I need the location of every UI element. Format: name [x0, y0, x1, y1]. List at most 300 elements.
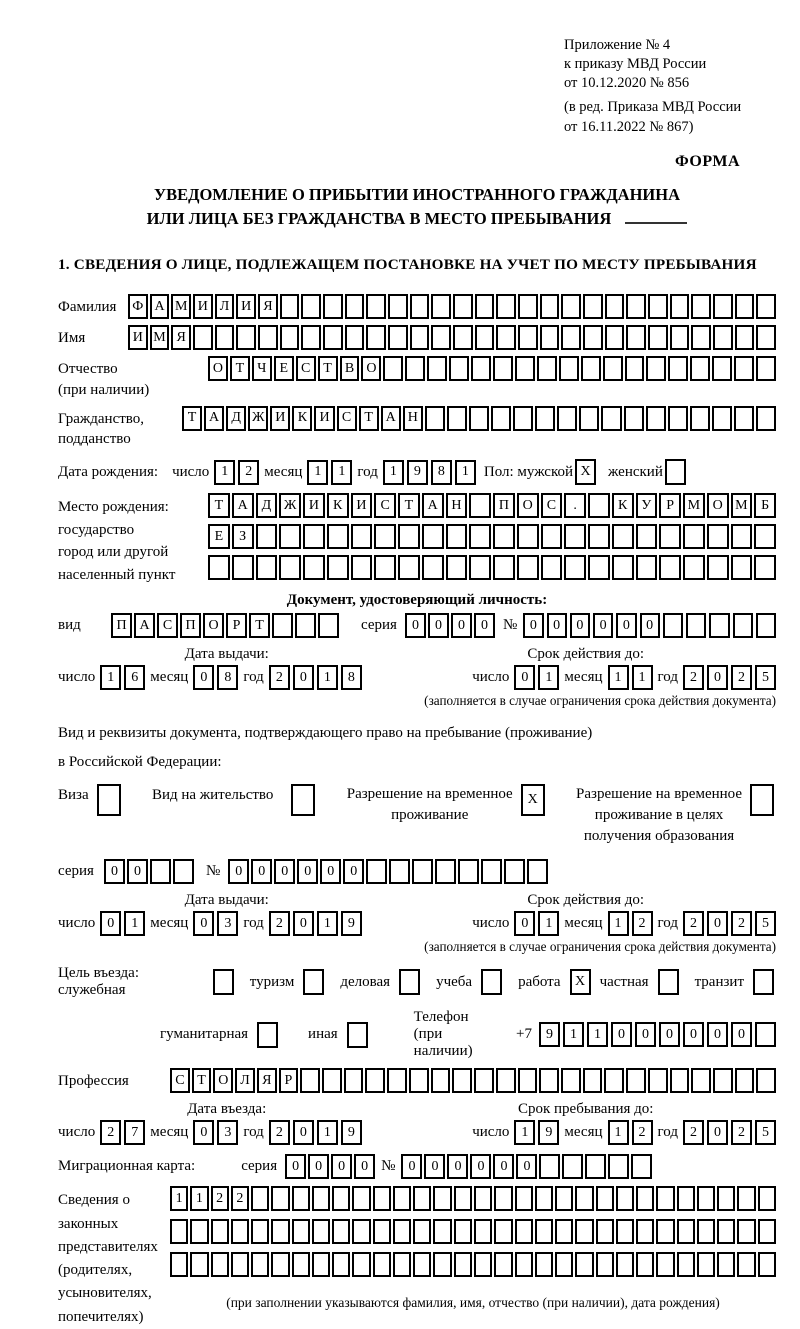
- char-cell[interactable]: [493, 524, 515, 549]
- char-cell[interactable]: И: [270, 406, 290, 431]
- char-cell[interactable]: 0: [447, 1154, 468, 1179]
- char-cell[interactable]: [413, 1219, 431, 1244]
- char-cell[interactable]: [758, 1219, 776, 1244]
- char-cell[interactable]: [535, 1252, 553, 1277]
- char-cell[interactable]: 2: [269, 1120, 290, 1145]
- char-cell[interactable]: [345, 325, 365, 350]
- char-cell[interactable]: [636, 1186, 654, 1211]
- char-cell[interactable]: С: [170, 1068, 190, 1093]
- purpose-humanitarian-checkbox[interactable]: [257, 1022, 278, 1048]
- char-cell[interactable]: 1: [317, 665, 338, 690]
- char-cell[interactable]: [469, 524, 491, 549]
- char-cell[interactable]: [588, 555, 610, 580]
- char-cell[interactable]: Л: [215, 294, 235, 319]
- stay-until-year-input[interactable]: [683, 1120, 776, 1145]
- char-cell[interactable]: [564, 524, 586, 549]
- issue-day-input[interactable]: [100, 665, 145, 690]
- char-cell[interactable]: 0: [707, 911, 728, 936]
- char-cell[interactable]: 0: [401, 1154, 422, 1179]
- char-cell[interactable]: Д: [256, 493, 278, 518]
- char-cell[interactable]: [612, 524, 634, 549]
- char-cell[interactable]: [539, 1154, 560, 1179]
- char-cell[interactable]: 1: [317, 1120, 338, 1145]
- char-cell[interactable]: С: [374, 493, 396, 518]
- char-cell[interactable]: [496, 294, 516, 319]
- char-cell[interactable]: [625, 356, 645, 381]
- char-cell[interactable]: 9: [538, 1120, 559, 1145]
- char-cell[interactable]: К: [612, 493, 634, 518]
- char-cell[interactable]: [279, 555, 301, 580]
- char-cell[interactable]: [583, 294, 603, 319]
- char-cell[interactable]: Я: [257, 1068, 277, 1093]
- issue-month-input[interactable]: [193, 665, 238, 690]
- char-cell[interactable]: [691, 325, 711, 350]
- char-cell[interactable]: Б: [754, 493, 776, 518]
- char-cell[interactable]: 2: [731, 911, 752, 936]
- char-cell[interactable]: [636, 555, 658, 580]
- stay-issue-day-input[interactable]: [100, 911, 145, 936]
- char-cell[interactable]: [422, 524, 444, 549]
- char-cell[interactable]: [215, 325, 235, 350]
- char-cell[interactable]: [626, 325, 646, 350]
- char-cell[interactable]: М: [731, 493, 753, 518]
- char-cell[interactable]: [616, 1186, 634, 1211]
- stay-issue-month-input[interactable]: [193, 911, 238, 936]
- char-cell[interactable]: 0: [683, 1022, 704, 1047]
- char-cell[interactable]: [323, 325, 343, 350]
- temp-residence-checkbox[interactable]: X: [521, 784, 545, 816]
- char-cell[interactable]: 0: [100, 911, 121, 936]
- char-cell[interactable]: [312, 1186, 330, 1211]
- migration-series-input[interactable]: [285, 1154, 375, 1179]
- char-cell[interactable]: [601, 406, 621, 431]
- stay-series-input[interactable]: [104, 859, 194, 884]
- char-cell[interactable]: 1: [608, 911, 629, 936]
- char-cell[interactable]: [449, 356, 469, 381]
- char-cell[interactable]: [469, 555, 491, 580]
- char-cell[interactable]: 5: [755, 911, 776, 936]
- char-cell[interactable]: [173, 859, 194, 884]
- char-cell[interactable]: 0: [293, 1120, 314, 1145]
- char-cell[interactable]: [190, 1252, 208, 1277]
- char-cell[interactable]: 0: [659, 1022, 680, 1047]
- char-cell[interactable]: [540, 325, 560, 350]
- char-cell[interactable]: 0: [493, 1154, 514, 1179]
- char-cell[interactable]: [251, 1252, 269, 1277]
- char-cell[interactable]: О: [361, 356, 381, 381]
- char-cell[interactable]: Р: [226, 613, 247, 638]
- char-cell[interactable]: [327, 524, 349, 549]
- char-cell[interactable]: И: [351, 493, 373, 518]
- char-cell[interactable]: [626, 1068, 646, 1093]
- representatives-input-line2[interactable]: [170, 1219, 776, 1244]
- char-cell[interactable]: [670, 294, 690, 319]
- char-cell[interactable]: [616, 1252, 634, 1277]
- char-cell[interactable]: [758, 1252, 776, 1277]
- char-cell[interactable]: [251, 1186, 269, 1211]
- char-cell[interactable]: [540, 294, 560, 319]
- char-cell[interactable]: [413, 1186, 431, 1211]
- char-cell[interactable]: [494, 1186, 512, 1211]
- char-cell[interactable]: [754, 555, 776, 580]
- char-cell[interactable]: 0: [616, 613, 636, 638]
- char-cell[interactable]: [755, 1022, 776, 1047]
- char-cell[interactable]: [758, 1186, 776, 1211]
- char-cell[interactable]: Я: [171, 325, 191, 350]
- char-cell[interactable]: 0: [523, 613, 543, 638]
- char-cell[interactable]: [659, 524, 681, 549]
- char-cell[interactable]: [515, 1219, 533, 1244]
- char-cell[interactable]: [513, 406, 533, 431]
- char-cell[interactable]: 1: [214, 460, 235, 485]
- char-cell[interactable]: [713, 325, 733, 350]
- char-cell[interactable]: 0: [354, 1154, 375, 1179]
- stay-valid-year-input[interactable]: [683, 911, 776, 936]
- char-cell[interactable]: [562, 1154, 583, 1179]
- char-cell[interactable]: П: [180, 613, 201, 638]
- char-cell[interactable]: [557, 406, 577, 431]
- char-cell[interactable]: [292, 1186, 310, 1211]
- char-cell[interactable]: А: [232, 493, 254, 518]
- char-cell[interactable]: [756, 613, 776, 638]
- char-cell[interactable]: 0: [193, 1120, 214, 1145]
- birthplace-input-line2[interactable]: [208, 524, 776, 549]
- gender-female-checkbox[interactable]: [665, 459, 686, 485]
- char-cell[interactable]: И: [236, 294, 256, 319]
- char-cell[interactable]: [271, 1219, 289, 1244]
- char-cell[interactable]: 1: [331, 460, 352, 485]
- char-cell[interactable]: У: [636, 493, 658, 518]
- char-cell[interactable]: 1: [190, 1186, 208, 1211]
- char-cell[interactable]: [301, 294, 321, 319]
- char-cell[interactable]: 0: [514, 911, 535, 936]
- char-cell[interactable]: [454, 1186, 472, 1211]
- char-cell[interactable]: 1: [608, 1120, 629, 1145]
- char-cell[interactable]: 0: [731, 1022, 752, 1047]
- char-cell[interactable]: [388, 325, 408, 350]
- char-cell[interactable]: [555, 1186, 573, 1211]
- char-cell[interactable]: Т: [398, 493, 420, 518]
- char-cell[interactable]: [458, 859, 479, 884]
- char-cell[interactable]: [452, 1068, 472, 1093]
- char-cell[interactable]: [603, 356, 623, 381]
- char-cell[interactable]: [312, 1252, 330, 1277]
- purpose-transit-checkbox[interactable]: [753, 969, 774, 995]
- char-cell[interactable]: [365, 1068, 385, 1093]
- char-cell[interactable]: [303, 555, 325, 580]
- char-cell[interactable]: [731, 524, 753, 549]
- char-cell[interactable]: 0: [228, 859, 249, 884]
- char-cell[interactable]: 2: [632, 1120, 653, 1145]
- char-cell[interactable]: 0: [343, 859, 364, 884]
- char-cell[interactable]: [756, 356, 776, 381]
- char-cell[interactable]: 0: [331, 1154, 352, 1179]
- char-cell[interactable]: [677, 1186, 695, 1211]
- char-cell[interactable]: 6: [124, 665, 145, 690]
- char-cell[interactable]: 0: [193, 665, 214, 690]
- char-cell[interactable]: 0: [707, 1120, 728, 1145]
- char-cell[interactable]: 1: [124, 911, 145, 936]
- char-cell[interactable]: 0: [611, 1022, 632, 1047]
- char-cell[interactable]: 0: [104, 859, 125, 884]
- char-cell[interactable]: [583, 1068, 603, 1093]
- char-cell[interactable]: .: [564, 493, 586, 518]
- char-cell[interactable]: [374, 555, 396, 580]
- char-cell[interactable]: [494, 1219, 512, 1244]
- gender-male-checkbox[interactable]: X: [575, 459, 596, 485]
- char-cell[interactable]: 2: [100, 1120, 121, 1145]
- char-cell[interactable]: [712, 356, 732, 381]
- char-cell[interactable]: 0: [320, 859, 341, 884]
- char-cell[interactable]: [322, 1068, 342, 1093]
- char-cell[interactable]: [515, 1186, 533, 1211]
- char-cell[interactable]: Л: [235, 1068, 255, 1093]
- char-cell[interactable]: О: [213, 1068, 233, 1093]
- representatives-input-line1[interactable]: [170, 1186, 776, 1211]
- char-cell[interactable]: [256, 524, 278, 549]
- char-cell[interactable]: [656, 1186, 674, 1211]
- char-cell[interactable]: 1: [383, 460, 404, 485]
- char-cell[interactable]: 8: [217, 665, 238, 690]
- char-cell[interactable]: [170, 1219, 188, 1244]
- char-cell[interactable]: [373, 1219, 391, 1244]
- issue-year-input[interactable]: [269, 665, 362, 690]
- char-cell[interactable]: [683, 555, 705, 580]
- char-cell[interactable]: [474, 1068, 494, 1093]
- char-cell[interactable]: [541, 555, 563, 580]
- char-cell[interactable]: И: [193, 294, 213, 319]
- char-cell[interactable]: [535, 1219, 553, 1244]
- char-cell[interactable]: [496, 325, 516, 350]
- char-cell[interactable]: [431, 325, 451, 350]
- char-cell[interactable]: [713, 1068, 733, 1093]
- char-cell[interactable]: О: [707, 493, 729, 518]
- char-cell[interactable]: 2: [731, 1120, 752, 1145]
- char-cell[interactable]: 5: [755, 665, 776, 690]
- char-cell[interactable]: [474, 1186, 492, 1211]
- char-cell[interactable]: 0: [635, 1022, 656, 1047]
- char-cell[interactable]: [518, 1068, 538, 1093]
- purpose-private-checkbox[interactable]: [658, 969, 679, 995]
- char-cell[interactable]: [236, 325, 256, 350]
- purpose-study-checkbox[interactable]: [481, 969, 502, 995]
- char-cell[interactable]: 1: [538, 665, 559, 690]
- char-cell[interactable]: [295, 613, 316, 638]
- char-cell[interactable]: 0: [405, 613, 426, 638]
- char-cell[interactable]: [713, 294, 733, 319]
- char-cell[interactable]: [412, 859, 433, 884]
- char-cell[interactable]: [515, 356, 535, 381]
- char-cell[interactable]: [398, 555, 420, 580]
- char-cell[interactable]: [373, 1186, 391, 1211]
- char-cell[interactable]: Т: [192, 1068, 212, 1093]
- char-cell[interactable]: [527, 859, 548, 884]
- purpose-tourism-checkbox[interactable]: [303, 969, 324, 995]
- char-cell[interactable]: 2: [731, 665, 752, 690]
- doc-number-input[interactable]: [523, 613, 776, 638]
- char-cell[interactable]: П: [111, 613, 132, 638]
- char-cell[interactable]: [561, 1068, 581, 1093]
- char-cell[interactable]: [446, 524, 468, 549]
- char-cell[interactable]: [668, 356, 688, 381]
- char-cell[interactable]: О: [203, 613, 224, 638]
- char-cell[interactable]: [518, 325, 538, 350]
- char-cell[interactable]: [683, 524, 705, 549]
- char-cell[interactable]: [258, 325, 278, 350]
- char-cell[interactable]: В: [340, 356, 360, 381]
- char-cell[interactable]: 9: [539, 1022, 560, 1047]
- char-cell[interactable]: [231, 1252, 249, 1277]
- char-cell[interactable]: [559, 356, 579, 381]
- char-cell[interactable]: 3: [217, 1120, 238, 1145]
- char-cell[interactable]: [575, 1252, 593, 1277]
- stay-number-input[interactable]: [228, 859, 548, 884]
- birthplace-input-line3[interactable]: [208, 555, 776, 580]
- char-cell[interactable]: [588, 524, 610, 549]
- char-cell[interactable]: [588, 493, 610, 518]
- char-cell[interactable]: [447, 406, 467, 431]
- char-cell[interactable]: Д: [226, 406, 246, 431]
- char-cell[interactable]: М: [150, 325, 170, 350]
- char-cell[interactable]: [352, 1186, 370, 1211]
- char-cell[interactable]: 0: [640, 613, 660, 638]
- char-cell[interactable]: 1: [538, 911, 559, 936]
- char-cell[interactable]: С: [541, 493, 563, 518]
- char-cell[interactable]: 2: [211, 1186, 229, 1211]
- char-cell[interactable]: Ж: [279, 493, 301, 518]
- char-cell[interactable]: [366, 859, 387, 884]
- char-cell[interactable]: 2: [231, 1186, 249, 1211]
- char-cell[interactable]: 0: [707, 1022, 728, 1047]
- char-cell[interactable]: 2: [683, 665, 704, 690]
- char-cell[interactable]: И: [314, 406, 334, 431]
- char-cell[interactable]: [517, 555, 539, 580]
- char-cell[interactable]: 0: [424, 1154, 445, 1179]
- char-cell[interactable]: [686, 613, 706, 638]
- char-cell[interactable]: 2: [269, 911, 290, 936]
- purpose-work-checkbox[interactable]: X: [570, 969, 591, 995]
- char-cell[interactable]: [332, 1186, 350, 1211]
- char-cell[interactable]: [475, 294, 495, 319]
- char-cell[interactable]: [493, 356, 513, 381]
- char-cell[interactable]: [670, 1068, 690, 1093]
- purpose-business-trip-checkbox[interactable]: [213, 969, 234, 995]
- purpose-other-checkbox[interactable]: [347, 1022, 368, 1048]
- doc-series-input[interactable]: [405, 613, 495, 638]
- char-cell[interactable]: [232, 555, 254, 580]
- char-cell[interactable]: [279, 524, 301, 549]
- char-cell[interactable]: [737, 1186, 755, 1211]
- char-cell[interactable]: М: [171, 294, 191, 319]
- char-cell[interactable]: 0: [514, 665, 535, 690]
- char-cell[interactable]: Т: [318, 356, 338, 381]
- char-cell[interactable]: [427, 356, 447, 381]
- char-cell[interactable]: 1: [307, 460, 328, 485]
- char-cell[interactable]: [656, 1219, 674, 1244]
- char-cell[interactable]: [433, 1186, 451, 1211]
- char-cell[interactable]: [608, 1154, 629, 1179]
- char-cell[interactable]: [410, 325, 430, 350]
- char-cell[interactable]: 0: [297, 859, 318, 884]
- char-cell[interactable]: Н: [403, 406, 423, 431]
- char-cell[interactable]: [646, 406, 666, 431]
- char-cell[interactable]: [596, 1252, 614, 1277]
- valid-year-input[interactable]: [683, 665, 776, 690]
- stay-until-month-input[interactable]: [608, 1120, 653, 1145]
- char-cell[interactable]: А: [204, 406, 224, 431]
- char-cell[interactable]: [374, 524, 396, 549]
- char-cell[interactable]: 3: [217, 911, 238, 936]
- char-cell[interactable]: 9: [341, 911, 362, 936]
- char-cell[interactable]: [712, 406, 732, 431]
- char-cell[interactable]: Т: [359, 406, 379, 431]
- char-cell[interactable]: [709, 613, 729, 638]
- char-cell[interactable]: [575, 1186, 593, 1211]
- char-cell[interactable]: [208, 555, 230, 580]
- stay-valid-day-input[interactable]: [514, 911, 559, 936]
- char-cell[interactable]: И: [128, 325, 148, 350]
- char-cell[interactable]: [373, 1252, 391, 1277]
- char-cell[interactable]: 0: [547, 613, 567, 638]
- char-cell[interactable]: 1: [455, 460, 476, 485]
- char-cell[interactable]: [636, 524, 658, 549]
- char-cell[interactable]: Е: [274, 356, 294, 381]
- char-cell[interactable]: [555, 1219, 573, 1244]
- char-cell[interactable]: А: [422, 493, 444, 518]
- char-cell[interactable]: [735, 294, 755, 319]
- entry-month-input[interactable]: [193, 1120, 238, 1145]
- char-cell[interactable]: [471, 356, 491, 381]
- char-cell[interactable]: [670, 325, 690, 350]
- residence-permit-checkbox[interactable]: [291, 784, 315, 816]
- profession-input[interactable]: [170, 1068, 776, 1093]
- char-cell[interactable]: О: [208, 356, 228, 381]
- char-cell[interactable]: 0: [470, 1154, 491, 1179]
- stay-issue-year-input[interactable]: [269, 911, 362, 936]
- char-cell[interactable]: [517, 524, 539, 549]
- char-cell[interactable]: [697, 1219, 715, 1244]
- stay-until-day-input[interactable]: [514, 1120, 559, 1145]
- char-cell[interactable]: [446, 555, 468, 580]
- representatives-input-line3[interactable]: [170, 1252, 776, 1277]
- char-cell[interactable]: К: [292, 406, 312, 431]
- char-cell[interactable]: [717, 1252, 735, 1277]
- char-cell[interactable]: [648, 294, 668, 319]
- char-cell[interactable]: 1: [100, 665, 121, 690]
- char-cell[interactable]: [734, 406, 754, 431]
- char-cell[interactable]: [366, 325, 386, 350]
- char-cell[interactable]: [193, 325, 213, 350]
- char-cell[interactable]: [535, 406, 555, 431]
- purpose-business-checkbox[interactable]: [399, 969, 420, 995]
- char-cell[interactable]: 2: [238, 460, 259, 485]
- birthdate-day-input[interactable]: [214, 460, 259, 485]
- char-cell[interactable]: 2: [683, 911, 704, 936]
- char-cell[interactable]: 1: [587, 1022, 608, 1047]
- char-cell[interactable]: [535, 1186, 553, 1211]
- char-cell[interactable]: 0: [474, 613, 495, 638]
- char-cell[interactable]: [351, 555, 373, 580]
- char-cell[interactable]: [697, 1186, 715, 1211]
- char-cell[interactable]: [332, 1219, 350, 1244]
- char-cell[interactable]: [303, 524, 325, 549]
- char-cell[interactable]: [425, 406, 445, 431]
- char-cell[interactable]: С: [337, 406, 357, 431]
- char-cell[interactable]: [405, 356, 425, 381]
- char-cell[interactable]: [453, 294, 473, 319]
- char-cell[interactable]: [433, 1252, 451, 1277]
- char-cell[interactable]: [737, 1252, 755, 1277]
